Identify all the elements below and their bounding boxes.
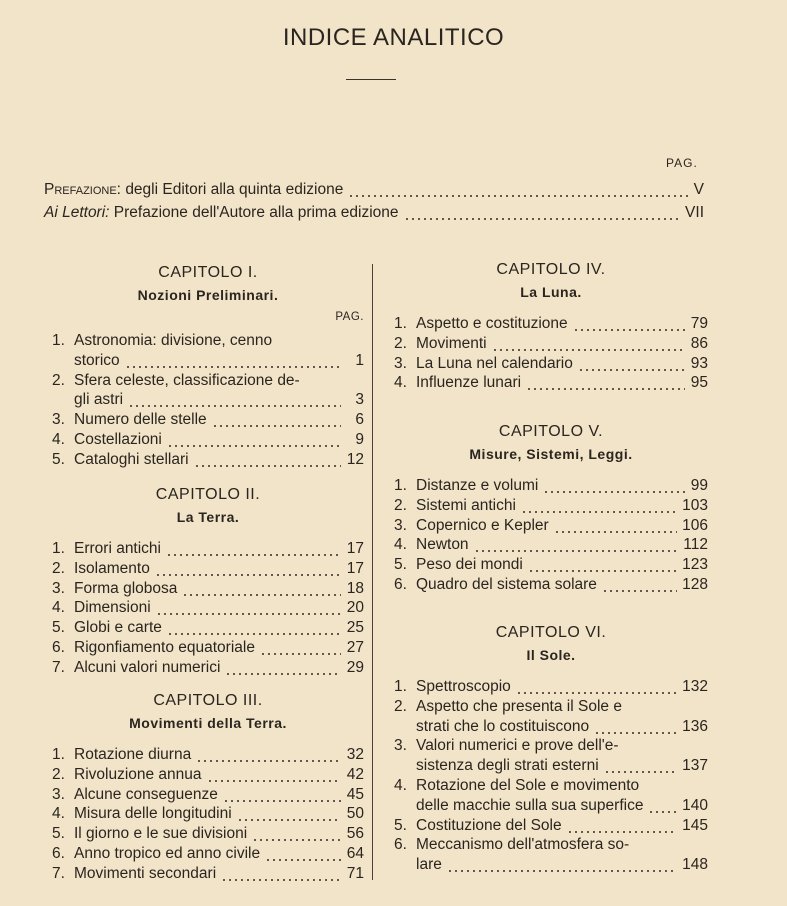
entry-number: 3.	[52, 785, 65, 803]
entry-text: Aspetto che presenta il Sole e	[416, 697, 622, 715]
entry-page: 95	[690, 374, 708, 392]
entry-number: 4.	[52, 430, 65, 448]
chapter-heading: CAPITOLO V.	[498, 423, 604, 440]
entry-text: La Luna nel calendario	[416, 354, 573, 372]
entry-page: 42	[346, 765, 364, 783]
entry-page: 145	[682, 816, 708, 834]
entry-number: 2.	[394, 334, 407, 352]
entry-number: 1.	[394, 315, 407, 332]
entry-number: 2.	[52, 765, 65, 783]
toc-entry[interactable]	[52, 864, 364, 884]
entry-text: sistenza degli strati esterni	[416, 757, 599, 775]
entry-page: 148	[682, 856, 708, 874]
entry-number: 7.	[52, 658, 65, 676]
toc-entry[interactable]	[52, 430, 364, 450]
entry-page: 18	[346, 579, 364, 597]
entry-number: 2.	[52, 371, 65, 389]
chapter-subtitle: Movimenti della Terra.	[129, 715, 287, 731]
entry-text: Newton	[416, 536, 469, 554]
entry-text: Copernico e Kepler	[416, 516, 549, 534]
entry-page: 128	[682, 575, 708, 593]
entry-text: Prefazione dell'Autore alla prima edizione	[113, 204, 399, 221]
toc-entry[interactable]	[52, 844, 364, 864]
toc-entry[interactable]	[394, 575, 708, 595]
entry-text: Rotazione diurna	[74, 746, 192, 763]
dot-leader	[521, 496, 677, 516]
dot-leader	[567, 816, 678, 836]
entry-page: 50	[346, 805, 364, 823]
entry-label: Prefazione:	[44, 181, 121, 198]
chapter-5	[394, 423, 708, 595]
entry-text: Globi e carte	[74, 619, 162, 637]
chapter-heading: CAPITOLO III.	[153, 692, 263, 709]
entry-page: 112	[683, 536, 708, 554]
entry-text: Aspetto e costituzione	[416, 315, 568, 332]
entry-text: Distanze e volumi	[416, 477, 539, 494]
entry-number: 4.	[394, 776, 407, 794]
entry-text: Errori antichi	[74, 540, 161, 557]
toc-entry[interactable]	[394, 736, 708, 776]
entry-text: Sistemi antichi	[416, 496, 516, 514]
entry-text: Influenze lunari	[416, 374, 522, 392]
entry-text: Meccanismo dell'atmosfera so-	[416, 836, 630, 854]
dot-leader	[528, 555, 677, 575]
entry-number: 3.	[52, 579, 65, 597]
dot-leader	[348, 180, 688, 200]
dot-leader	[225, 658, 341, 678]
entry-text: Anno tropico ed anno civile	[74, 844, 261, 862]
chapter-heading: CAPITOLO IV.	[496, 261, 606, 278]
dot-leader	[474, 535, 679, 555]
dot-leader	[221, 864, 341, 884]
chapter-3	[52, 692, 364, 884]
toc-entry[interactable]	[394, 776, 708, 816]
dot-leader	[167, 430, 341, 450]
toc-entry[interactable]	[52, 618, 364, 638]
entry-text: Costituzione del Sole	[416, 816, 562, 834]
entry-page: 56	[346, 825, 364, 843]
entry-page: 86	[690, 334, 708, 352]
toc-entry[interactable]	[394, 697, 708, 737]
entry-text: Rigonfiamento equatoriale	[74, 638, 255, 656]
dot-leader	[604, 756, 677, 776]
entry-text: Numero delle stelle	[74, 411, 207, 429]
dot-leader	[594, 717, 677, 737]
entry-number: 5.	[52, 450, 65, 468]
dot-leader	[648, 796, 677, 816]
entry-page: 132	[682, 678, 708, 695]
entry-number: 3.	[394, 516, 407, 534]
entry-text: lare	[416, 856, 442, 874]
toc-entry[interactable]	[52, 371, 364, 411]
entry-text: Spettroscopio	[416, 678, 511, 695]
entry-text: Rotazione del Sole e movimento	[416, 776, 640, 794]
dot-leader	[196, 745, 341, 765]
dot-leader	[194, 450, 341, 470]
dot-leader	[573, 314, 685, 334]
entry-page: 1	[355, 351, 364, 369]
entry-text: Cataloghi stellari	[74, 450, 189, 468]
chapter-subtitle: La Luna.	[520, 284, 582, 300]
entry-number: 5.	[394, 816, 407, 834]
toc-entry[interactable]	[52, 598, 364, 618]
entry-text: Forma globosa	[74, 579, 178, 597]
entry-text: Misura delle longitudini	[74, 805, 232, 823]
entry-text: Movimenti secondari	[74, 864, 217, 882]
entry-text: Alcuni valori numerici	[74, 658, 221, 676]
entry-number: 5.	[52, 825, 65, 843]
entry-page: 6	[355, 411, 364, 429]
entry-page: 17	[346, 540, 364, 557]
dot-leader	[543, 476, 685, 496]
entry-number: 3.	[394, 737, 407, 755]
entry-number: 6.	[52, 844, 65, 862]
toc-entry[interactable]	[52, 804, 364, 824]
dot-leader	[167, 618, 341, 638]
toc-entry[interactable]	[52, 410, 364, 430]
toc-entry[interactable]	[52, 765, 364, 785]
entry-number: 4.	[394, 536, 407, 554]
toc-entry[interactable]	[52, 745, 364, 765]
entry-number: 6.	[394, 575, 407, 593]
dot-leader	[128, 390, 341, 410]
entry-page: 140	[682, 796, 708, 814]
dot-leader	[554, 516, 677, 536]
entry-page: 71	[346, 864, 364, 882]
entry-text: Peso dei mondi	[416, 556, 523, 574]
chapter-subtitle: La Terra.	[176, 509, 240, 525]
chapter-4	[394, 261, 708, 393]
front-matter-entry	[44, 180, 704, 200]
entry-text: Valori numerici e prove dell'e-	[416, 737, 619, 755]
toc-entry[interactable]	[394, 496, 708, 516]
entry-page: 32	[346, 746, 364, 763]
entry-page: 45	[346, 785, 364, 803]
toc-entry[interactable]	[52, 824, 364, 844]
toc-entry[interactable]	[394, 677, 708, 697]
toc-entry[interactable]	[52, 785, 364, 805]
dot-leader	[526, 373, 685, 393]
entry-page: 137	[682, 757, 708, 775]
toc-entry[interactable]	[394, 835, 708, 875]
toc-entry[interactable]	[52, 658, 364, 678]
dot-leader	[492, 334, 685, 354]
entry-text: delle macchie sulla sua superfice	[416, 796, 644, 814]
entry-number: 4.	[394, 374, 407, 392]
dot-leader	[260, 638, 341, 658]
entry-number: 6.	[394, 836, 407, 854]
entry-text: Sfera celeste, classificazione de-	[74, 371, 300, 389]
entry-number: 3.	[394, 354, 407, 372]
toc-entry[interactable]	[394, 334, 708, 354]
entry-page: 79	[690, 315, 708, 332]
toc-entry[interactable]	[394, 816, 708, 836]
entry-text: Isolamento	[74, 559, 150, 577]
entry-number: 5.	[394, 556, 407, 574]
entry-text: Movimenti	[416, 334, 487, 352]
page-title: INDICE ANALITICO	[282, 24, 505, 51]
entry-number: 3.	[52, 411, 65, 429]
entry-number: 6.	[52, 638, 65, 656]
dot-leader	[265, 844, 341, 864]
toc-entry[interactable]	[394, 476, 708, 496]
entry-text: strati che lo costituiscono	[416, 717, 590, 735]
entry-page: 20	[346, 599, 364, 617]
entry-text: Alcune conseguenze	[74, 785, 218, 803]
dot-leader	[207, 765, 341, 785]
entry-page: VII	[685, 204, 704, 221]
entry-number: 1.	[52, 332, 65, 349]
entry-number: 4.	[52, 805, 65, 823]
entry-number: 2.	[52, 559, 65, 577]
chapter-heading: CAPITOLO II.	[155, 486, 261, 503]
entry-text: Rivoluzione annua	[74, 765, 202, 783]
entry-number: 1.	[52, 746, 65, 763]
entry-number: 1.	[394, 477, 407, 494]
entry-label: Ai Lettori:	[44, 204, 110, 221]
chapter-2	[52, 486, 364, 678]
dot-leader	[237, 804, 341, 824]
page-column-label: PAG.	[335, 311, 364, 323]
entry-number: 7.	[52, 864, 65, 882]
chapter-subtitle: Misure, Sistemi, Leggi.	[469, 446, 633, 462]
entry-text: Quadro del sistema solare	[416, 575, 597, 593]
chapter-heading: CAPITOLO VI.	[495, 624, 607, 641]
toc-entry[interactable]	[52, 579, 364, 599]
dot-leader	[156, 598, 341, 618]
toc-entry[interactable]	[52, 539, 364, 559]
entry-number: 2.	[394, 496, 407, 514]
chapter-subtitle: Nozioni Preliminari.	[137, 287, 279, 303]
toc-entry[interactable]	[394, 354, 708, 374]
toc-entry[interactable]	[394, 516, 708, 536]
entry-page: 136	[682, 717, 708, 735]
entry-page: 106	[682, 516, 708, 534]
entry-page: 99	[690, 477, 708, 494]
dot-leader	[516, 677, 677, 697]
toc-entry[interactable]	[52, 450, 364, 470]
dot-leader	[602, 575, 677, 595]
front-matter-entry	[44, 203, 704, 223]
entry-number: 5.	[52, 619, 65, 637]
entry-page: 64	[346, 844, 364, 862]
column-divider	[372, 264, 373, 880]
dot-leader	[155, 559, 341, 579]
title-rule	[346, 79, 396, 80]
entry-page: 123	[682, 556, 708, 574]
dot-leader	[125, 351, 341, 371]
entry-text: Dimensioni	[74, 599, 151, 617]
toc-entry[interactable]	[52, 559, 364, 579]
entry-page: 17	[346, 559, 364, 577]
entry-page: 3	[355, 391, 364, 409]
toc-entry[interactable]	[52, 331, 364, 371]
entry-page: 25	[346, 619, 364, 637]
toc-entry[interactable]	[394, 314, 708, 334]
entry-text: storico	[74, 351, 120, 369]
entry-page: 29	[346, 658, 364, 676]
dot-leader	[166, 539, 341, 559]
chapter-6	[394, 624, 708, 875]
entry-page: 12	[346, 450, 364, 468]
entry-page: 103	[682, 496, 708, 514]
entry-page: 27	[346, 638, 364, 656]
entry-text: Il giorno e le sue divisioni	[74, 825, 248, 843]
toc-entry[interactable]	[394, 373, 708, 393]
toc-entry[interactable]	[394, 535, 708, 555]
dot-leader	[223, 785, 341, 805]
dot-leader	[578, 354, 685, 374]
entry-text: Costellazioni	[74, 430, 162, 448]
chapter-subtitle: Il Sole.	[526, 647, 576, 663]
entry-page: 93	[690, 354, 708, 372]
chapter-1	[52, 264, 364, 470]
entry-page: 9	[355, 430, 364, 448]
dot-leader	[404, 203, 681, 223]
toc-entry[interactable]	[394, 555, 708, 575]
page-column-label: PAG.	[666, 156, 698, 170]
entry-text: Astronomia: divisione, cenno	[74, 332, 273, 349]
entry-number: 1.	[394, 678, 407, 695]
dot-leader	[212, 410, 341, 430]
dot-leader	[447, 855, 677, 875]
chapter-heading: CAPITOLO I.	[158, 264, 258, 281]
entry-number: 2.	[394, 697, 407, 715]
dot-leader	[252, 824, 341, 844]
dot-leader	[182, 579, 341, 599]
entry-text: degli Editori alla quinta edizione	[125, 181, 344, 198]
entry-number: 1.	[52, 540, 65, 557]
entry-number: 4.	[52, 599, 65, 617]
toc-entry[interactable]	[52, 638, 364, 658]
entry-text: gli astri	[74, 391, 124, 409]
entry-page: V	[693, 181, 704, 198]
